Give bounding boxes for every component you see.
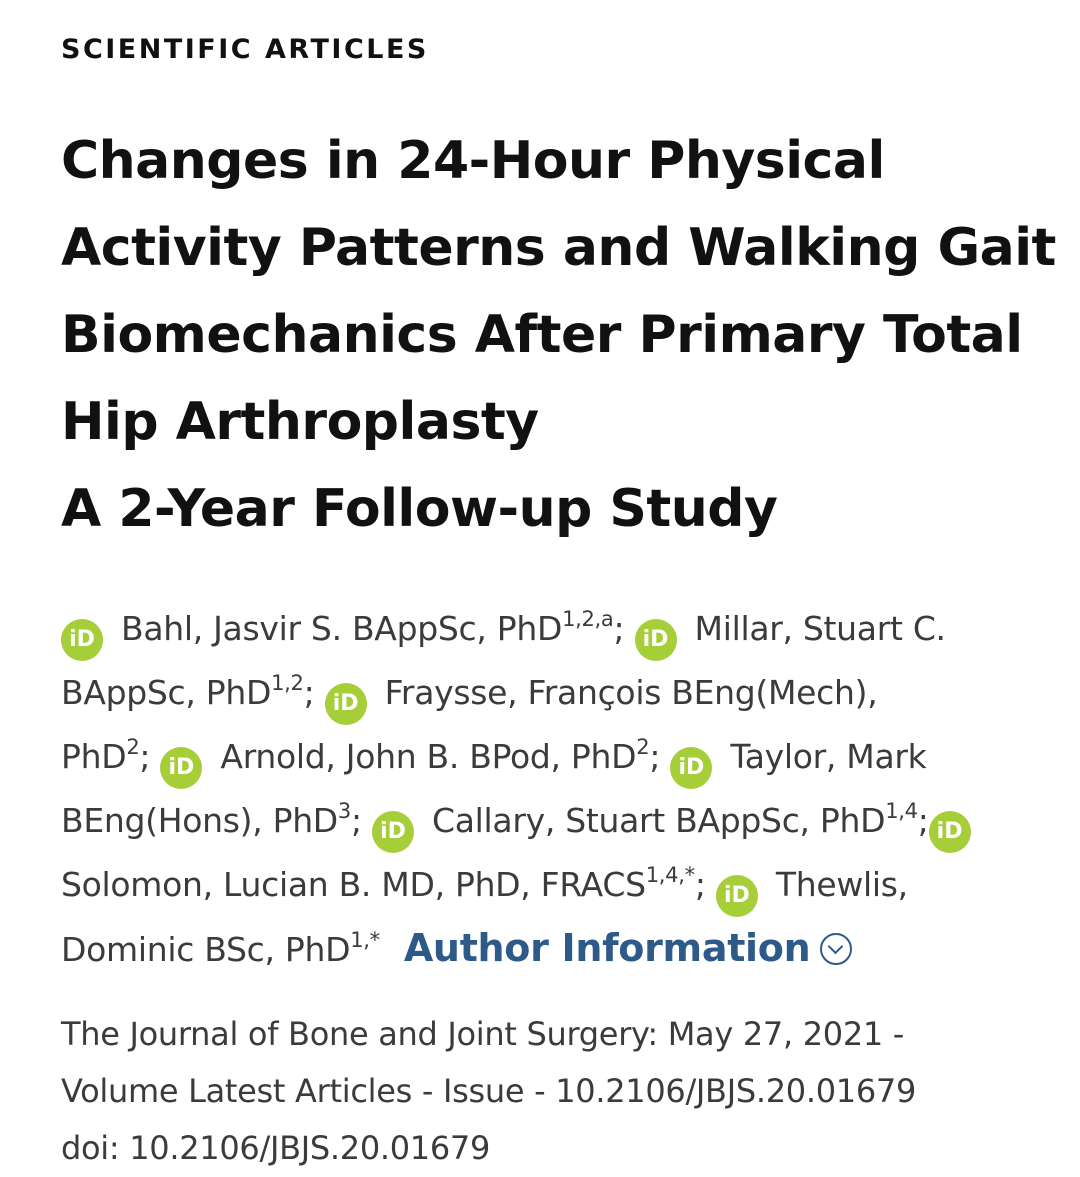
author-name[interactable]: Taylor, Mark [730,737,927,776]
author-name[interactable]: Solomon, Lucian B. MD, PhD, FRACS [61,865,646,904]
orcid-icon[interactable]: iD [670,747,712,789]
orcid-icon[interactable]: iD [372,811,414,853]
orcid-icon[interactable]: iD [61,619,103,661]
orcid-icon[interactable]: iD [716,875,758,917]
author-list [61,597,1051,981]
author-line [61,597,1051,661]
affiliation-sup: 2 [126,735,140,759]
affiliation-sup: 2 [636,735,650,759]
citation-journal-line: The Journal of Bone and Joint Surgery: May 27, 2021 - [61,1015,905,1053]
author-name[interactable]: Callary, Stuart BAppSc, PhD [432,801,886,840]
author-information-label: Author Information [403,926,811,970]
citation-block [61,1006,1051,1177]
author-name[interactable]: BAppSc, PhD [61,673,272,712]
author-separator: ; [303,673,315,712]
affiliation-sup: 1,4,* [645,863,695,887]
author-name[interactable]: Millar, Stuart C. [694,609,946,648]
author-line [61,789,1051,853]
orcid-icon[interactable]: iD [160,747,202,789]
author-line [61,725,1051,789]
author-line [61,917,1051,981]
affiliation-sup: 3 [337,799,351,823]
author-separator: ; [649,737,661,776]
affiliation-sup: 1,2 [271,671,304,695]
citation-doi-line[interactable]: doi: 10.2106/JBJS.20.01679 [61,1129,491,1167]
author-name[interactable]: PhD [61,737,127,776]
article-title [61,118,1056,553]
subtitle-line: A 2-Year Follow-up Study [61,479,778,539]
citation-volume-line: Volume Latest Articles - Issue - 10.2106/JBJS.20.01679 [61,1072,917,1110]
chevron-down-icon[interactable] [820,933,852,965]
author-name[interactable]: Bahl, Jasvir S. BAppSc, PhD [121,609,563,648]
orcid-icon[interactable]: iD [635,619,677,661]
affiliation-sup: 1,4 [885,799,918,823]
section-label: SCIENTIFIC ARTICLES [61,34,429,65]
author-separator: ; [613,609,625,648]
author-name[interactable]: BEng(Hons), PhD [61,801,338,840]
author-line [61,853,1051,917]
author-name[interactable]: Dominic BSc, PhD [61,930,351,969]
title-line: Hip Arthroplasty [61,392,539,452]
author-name[interactable]: Thewlis, [775,865,908,904]
author-separator: ; [350,801,362,840]
orcid-icon[interactable]: iD [929,811,971,853]
author-name[interactable]: Arnold, John B. BPod, PhD [220,737,637,776]
author-separator: ; [694,865,706,904]
author-name[interactable]: Fraysse, François BEng(Mech), [384,673,878,712]
author-separator: ; [917,801,929,840]
title-line: Activity Patterns and Walking Gait [61,218,1056,278]
title-line: Biomechanics After Primary Total [61,305,1023,365]
author-line [61,661,1051,725]
title-line: Changes in 24-Hour Physical [61,131,885,191]
affiliation-sup: 1,2,a [562,607,614,631]
author-information-link[interactable] [404,926,853,970]
author-separator: ; [139,737,151,776]
orcid-icon[interactable]: iD [325,683,367,725]
affiliation-sup: 1,* [350,928,380,952]
